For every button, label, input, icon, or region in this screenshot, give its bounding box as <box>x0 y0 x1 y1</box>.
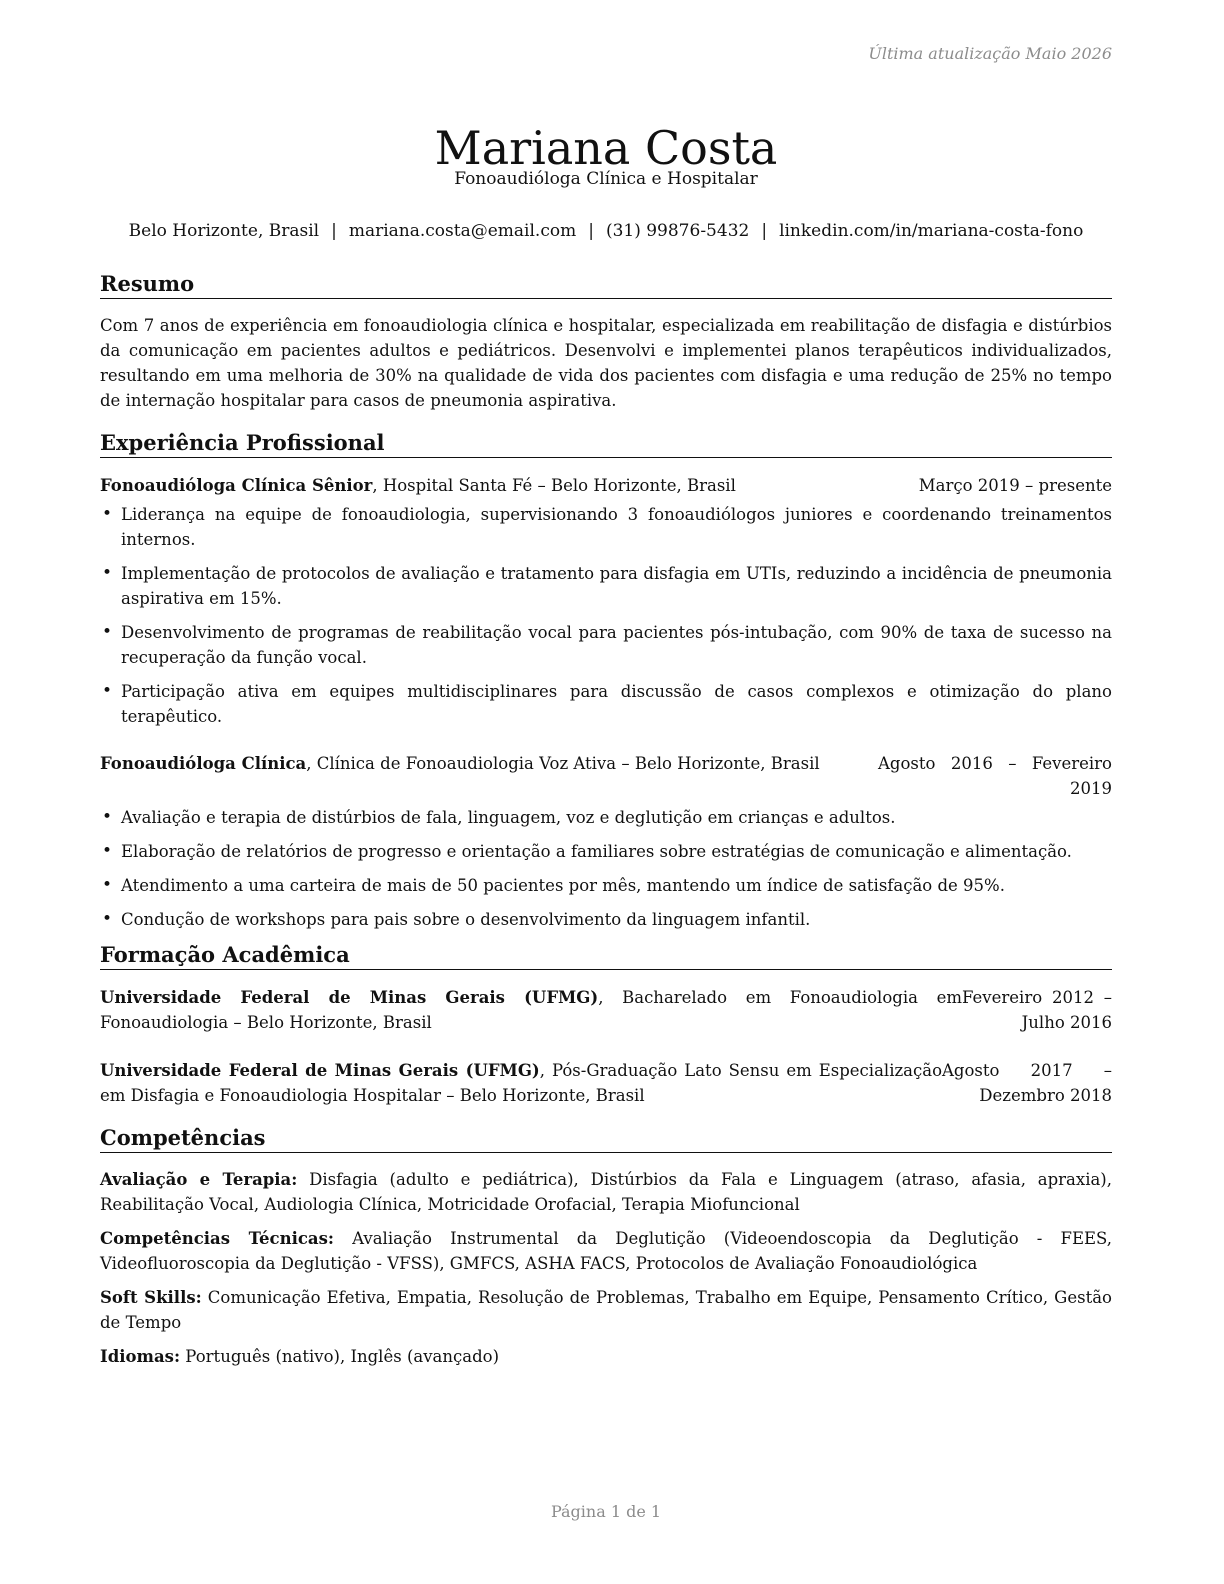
summary-section <box>100 270 1112 413</box>
skill-group <box>100 1285 1112 1335</box>
section-title-education: Formação Acadêmica <box>100 941 1112 970</box>
skill-label: Avaliação e Terapia: <box>100 1170 298 1189</box>
job-role: Fonoaudióloga Clínica <box>100 754 307 773</box>
job-bullet: • Liderança na equipe de fonoaudiologia, supervisionando 3 fonoaudiólogos juniores e coordenando treinamentos internos. <box>100 502 1112 552</box>
contact-separator: | <box>761 221 768 241</box>
job-role: Fonoaudióloga Clínica Sênior <box>100 476 373 495</box>
job-bullet: • Condução de workshops para pais sobre o desenvolvimento da linguagem infantil. <box>100 907 1112 932</box>
education-school: Universidade Federal de Minas Gerais (UFMG) <box>100 1061 540 1080</box>
skill-label: Competências Técnicas: <box>100 1229 334 1248</box>
education-school: Universidade Federal de Minas Gerais (UFMG) <box>100 988 599 1007</box>
job-dates: Março 2019 – presente <box>918 476 1112 495</box>
skill-text: Disfagia (adulto e pediátrica), Distúrbios da Fala e Linguagem (atraso, afasia, apraxia), Reabilitação Vocal, Audiologia Clínica, Motricidade Orofacial, Terapia Miofuncional <box>100 1170 1112 1214</box>
contact-separator: | <box>588 221 594 241</box>
contact-linkedin[interactable]: linkedin.com/in/mariana-costa-fono <box>779 221 1084 241</box>
candidate-name: Mariana Costa <box>434 120 778 175</box>
job-header <box>100 473 1112 498</box>
job-place: , Hospital Santa Fé – Belo Horizonte, Brasil <box>372 476 736 495</box>
job-bullet: • Atendimento a uma carteira de mais de 50 pacientes por mês, mantendo um índice de satisfação de 95%. <box>100 873 1112 898</box>
skill-text: Português (nativo), Inglês (avançado) <box>180 1347 500 1366</box>
skill-text: Comunicação Efetiva, Empatia, Resolução de Problemas, Trabalho em Equipe, Pensamento Crítico, Gestão de Tempo <box>100 1288 1112 1332</box>
education-dates: Fevereiro 2012 – Julho 2016 <box>962 988 1112 1032</box>
job-bullet: • Avaliação e terapia de distúrbios de fala, linguagem, voz e deglutição em crianças e adultos. <box>100 805 1112 830</box>
section-title-summary: Resumo <box>100 270 1112 299</box>
page-number: Página 1 de 1 <box>550 1502 662 1521</box>
job-header <box>100 751 1112 801</box>
summary-text: Com 7 anos de experiência em fonoaudiologia clínica e hospitalar, especializada em reabilitação de disfagia e distúrbios da comunicação em pacientes adultos e pediátricos. Desenvolvi e implementei planos terapêuticos individualizados, resultando em uma melhoria de 30% na qualidade de vida dos pacientes com disfagia e uma redução de 25% no tempo de internação hospitalar para casos de pneumonia aspirativa. <box>100 316 1112 410</box>
job-bullets <box>100 805 1112 932</box>
skill-label: Idiomas: <box>100 1347 181 1366</box>
education-dates: Agosto 2017 – Dezembro 2018 <box>942 1061 1112 1105</box>
job-entry <box>100 473 1112 729</box>
experience-section <box>100 429 1112 941</box>
job-bullet: • Participação ativa em equipes multidisciplinares para discussão de casos complexos e otimização do plano terapêutico. <box>100 679 1112 729</box>
job-place: , Clínica de Fonoaudiologia Voz Ativa – Belo Horizonte, Brasil <box>306 754 820 773</box>
candidate-title: Fonoaudióloga Clínica e Hospitalar <box>454 169 758 189</box>
job-bullet: • Desenvolvimento de programas de reabilitação vocal para pacientes pós-intubação, com 90% de taxa de sucesso na recuperação da função vocal. <box>100 620 1112 670</box>
contact-email[interactable]: mariana.costa@email.com <box>348 221 577 241</box>
skills-section <box>100 1124 1112 1378</box>
education-section <box>100 941 1112 1108</box>
skill-group <box>100 1167 1112 1217</box>
contact-location: Belo Horizonte, Brasil <box>128 221 320 241</box>
education-detail: , Bacharelado em Fonoaudiologia em Fonoaudiologia – Belo Horizonte, Brasil <box>100 988 963 1032</box>
job-bullets <box>100 502 1112 729</box>
job-bullet: • Implementação de protocolos de avaliação e tratamento para disfagia em UTIs, reduzindo a incidência de pneumonia aspirativa em 15%. <box>100 561 1112 611</box>
section-title-experience: Experiência Profissional <box>100 429 1112 458</box>
skill-text: Avaliação Instrumental da Deglutição (Videoendoscopia da Deglutição - FEES, Videofluoroscopia da Deglutição - VFSS), GMFCS, ASHA FACS, Protocolos de Avaliação Fonoaudiológica <box>100 1229 1112 1273</box>
section-title-skills: Competências <box>100 1124 1112 1153</box>
education-entry <box>100 985 1112 1035</box>
skill-group <box>100 1344 1112 1369</box>
education-entry <box>100 1058 1112 1108</box>
education-detail: , Pós-Graduação Lato Sensu em Especialização em Disfagia e Fonoaudiologia Hospitalar – Belo Horizonte, Brasil <box>100 1061 943 1105</box>
skill-group <box>100 1226 1112 1276</box>
contact-phone[interactable]: (31) 99876-5432 <box>605 221 750 241</box>
contact-line <box>100 219 1112 243</box>
last-updated: Última atualização Maio 2026 <box>868 44 1112 63</box>
job-dates: Agosto 2016 – Fevereiro 2019 <box>878 754 1112 798</box>
job-entry <box>100 751 1112 932</box>
skill-label: Soft Skills: <box>100 1288 202 1307</box>
contact-separator: | <box>331 221 337 241</box>
resume-page <box>100 0 1112 1584</box>
job-bullet: • Elaboração de relatórios de progresso e orientação a familiares sobre estratégias de comunicação e alimentação. <box>100 839 1112 864</box>
